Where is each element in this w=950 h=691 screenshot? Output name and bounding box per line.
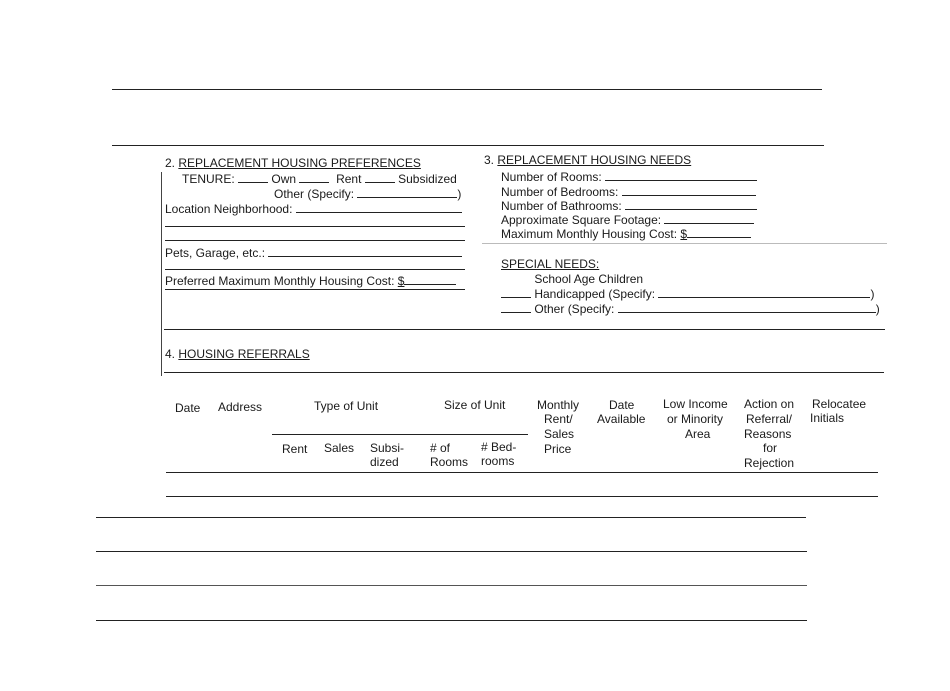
handicapped-label: Handicapped (Specify: — [534, 287, 656, 301]
col-relocatee-2: Initials — [810, 411, 845, 425]
sqft-row — [501, 212, 754, 227]
col-low-income-1: Low Income — [663, 397, 728, 411]
tenure-subsidized-blank[interactable] — [365, 171, 395, 183]
top-rule-1 — [112, 89, 822, 90]
rooms-row — [501, 169, 757, 184]
section-3-divider — [482, 243, 887, 244]
col-date-available-2: Available — [597, 412, 646, 426]
col-action-2: Referral/ — [746, 412, 793, 426]
location-line-3 — [165, 240, 465, 241]
tenure-other-close: ) — [457, 187, 462, 201]
table-row[interactable] — [166, 496, 878, 497]
max-cost-dollar: $ — [680, 227, 688, 241]
handicapped-specify-blank[interactable] — [658, 286, 870, 298]
rooms-blank[interactable] — [605, 169, 757, 181]
other-row — [501, 301, 880, 316]
section-2-heading — [165, 156, 421, 170]
school-age-label: School Age Children — [534, 272, 644, 286]
preferred-cost-label: Preferred Maximum Monthly Housing Cost: — [165, 274, 395, 288]
max-cost-label: Maximum Monthly Housing Cost: — [501, 227, 678, 241]
col-size-of-unit: Size of Unit — [444, 398, 506, 412]
school-age-row — [501, 271, 643, 286]
tenure-row — [182, 171, 457, 186]
tenure-rent-label: Rent — [336, 172, 362, 186]
other-specify-blank[interactable] — [618, 301, 876, 313]
location-blank[interactable] — [296, 201, 462, 213]
section-2-number: 2. — [165, 156, 176, 170]
sqft-blank[interactable] — [664, 212, 754, 224]
section-4-heading — [165, 347, 310, 361]
max-cost-row — [501, 226, 751, 241]
handicapped-close: ) — [870, 287, 875, 301]
col-action-3: Reasons — [744, 427, 792, 441]
bedrooms-row — [501, 184, 756, 199]
tenure-other-blank[interactable] — [357, 186, 457, 198]
other-close: ) — [875, 302, 880, 316]
table-row[interactable] — [166, 472, 878, 473]
preferred-cost-dollar: $ — [397, 274, 405, 288]
bathrooms-row — [501, 198, 757, 213]
location-row — [165, 201, 462, 216]
section-2-left-border — [161, 172, 162, 376]
tenure-own-blank[interactable] — [238, 171, 268, 183]
table-row[interactable] — [96, 620, 807, 621]
pets-label: Pets, Garage, etc.: — [165, 246, 266, 260]
max-cost-blank[interactable] — [687, 226, 751, 238]
preferred-cost-box-bottom — [165, 289, 465, 290]
pets-blank[interactable] — [268, 245, 462, 257]
unit-subheader-rule — [272, 434, 528, 435]
col-action-4: for — [763, 441, 778, 455]
col-monthly-1: Monthly — [537, 398, 580, 412]
table-row[interactable] — [96, 517, 806, 518]
bathrooms-label: Number of Bathrooms: — [501, 199, 622, 213]
section-4-number: 4. — [165, 347, 176, 361]
section-2-title: REPLACEMENT HOUSING PREFERENCES — [178, 156, 421, 170]
section-4-heading-rule — [164, 372, 884, 373]
col-monthly-4: Price — [544, 442, 572, 456]
col-num-bedrooms-2: rooms — [481, 454, 515, 468]
col-address: Address — [218, 400, 263, 414]
table-row[interactable] — [96, 551, 807, 552]
col-num-rooms-1: # of — [430, 441, 451, 455]
col-date-available-1: Date — [609, 398, 635, 412]
handicapped-row — [501, 286, 874, 301]
col-monthly-3: Sales — [544, 427, 575, 441]
bathrooms-blank[interactable] — [625, 198, 757, 210]
col-sales: Sales — [324, 441, 355, 455]
col-action-1: Action on — [744, 397, 795, 411]
mid-rule — [164, 329, 885, 330]
handicapped-check-blank[interactable] — [501, 286, 531, 298]
sqft-label: Approximate Square Footage: — [501, 213, 662, 227]
tenure-subsidized-label: Subsidized — [398, 172, 457, 186]
bedrooms-label: Number of Bedrooms: — [501, 185, 619, 199]
tenure-label: TENURE: — [182, 172, 235, 186]
section-3-title: REPLACEMENT HOUSING NEEDS — [497, 153, 692, 167]
col-action-5: Rejection — [744, 456, 795, 470]
tenure-other-label: Other (Specify: — [274, 187, 355, 201]
col-rent: Rent — [282, 442, 308, 456]
special-needs-heading: SPECIAL NEEDS: — [501, 257, 600, 271]
location-line-2 — [165, 226, 465, 227]
pets-line-2 — [165, 269, 465, 270]
rooms-label: Number of Rooms: — [501, 170, 602, 184]
section-3-number: 3. — [484, 153, 495, 167]
col-low-income-3: Area — [685, 427, 711, 441]
col-low-income-2: or Minority — [667, 412, 724, 426]
col-monthly-2: Rent/ — [544, 412, 573, 426]
col-date: Date — [175, 401, 201, 415]
col-subsidized-1: Subsi- — [370, 441, 405, 455]
tenure-own-label: Own — [271, 172, 297, 186]
other-label: Other (Specify: — [534, 302, 615, 316]
school-age-blank[interactable] — [501, 271, 531, 283]
bedrooms-blank[interactable] — [622, 184, 756, 196]
other-check-blank[interactable] — [501, 301, 531, 313]
col-relocatee-1: Relocatee — [812, 397, 867, 411]
location-label: Location Neighborhood: — [165, 202, 293, 216]
col-num-rooms-2: Rooms — [430, 455, 469, 469]
tenure-other-row — [274, 186, 461, 201]
preferred-cost-blank[interactable] — [404, 273, 456, 285]
pets-row — [165, 245, 462, 260]
table-row[interactable] — [96, 585, 807, 586]
preferred-cost-row — [165, 273, 456, 288]
top-rule-2 — [112, 145, 824, 146]
section-4-title: HOUSING REFERRALS — [178, 347, 310, 361]
col-type-of-unit: Type of Unit — [314, 399, 379, 413]
col-subsidized-2: dized — [370, 455, 399, 469]
col-num-bedrooms-1: # Bed- — [481, 440, 517, 454]
tenure-rent-blank[interactable] — [299, 171, 329, 183]
section-3-heading — [484, 153, 691, 167]
